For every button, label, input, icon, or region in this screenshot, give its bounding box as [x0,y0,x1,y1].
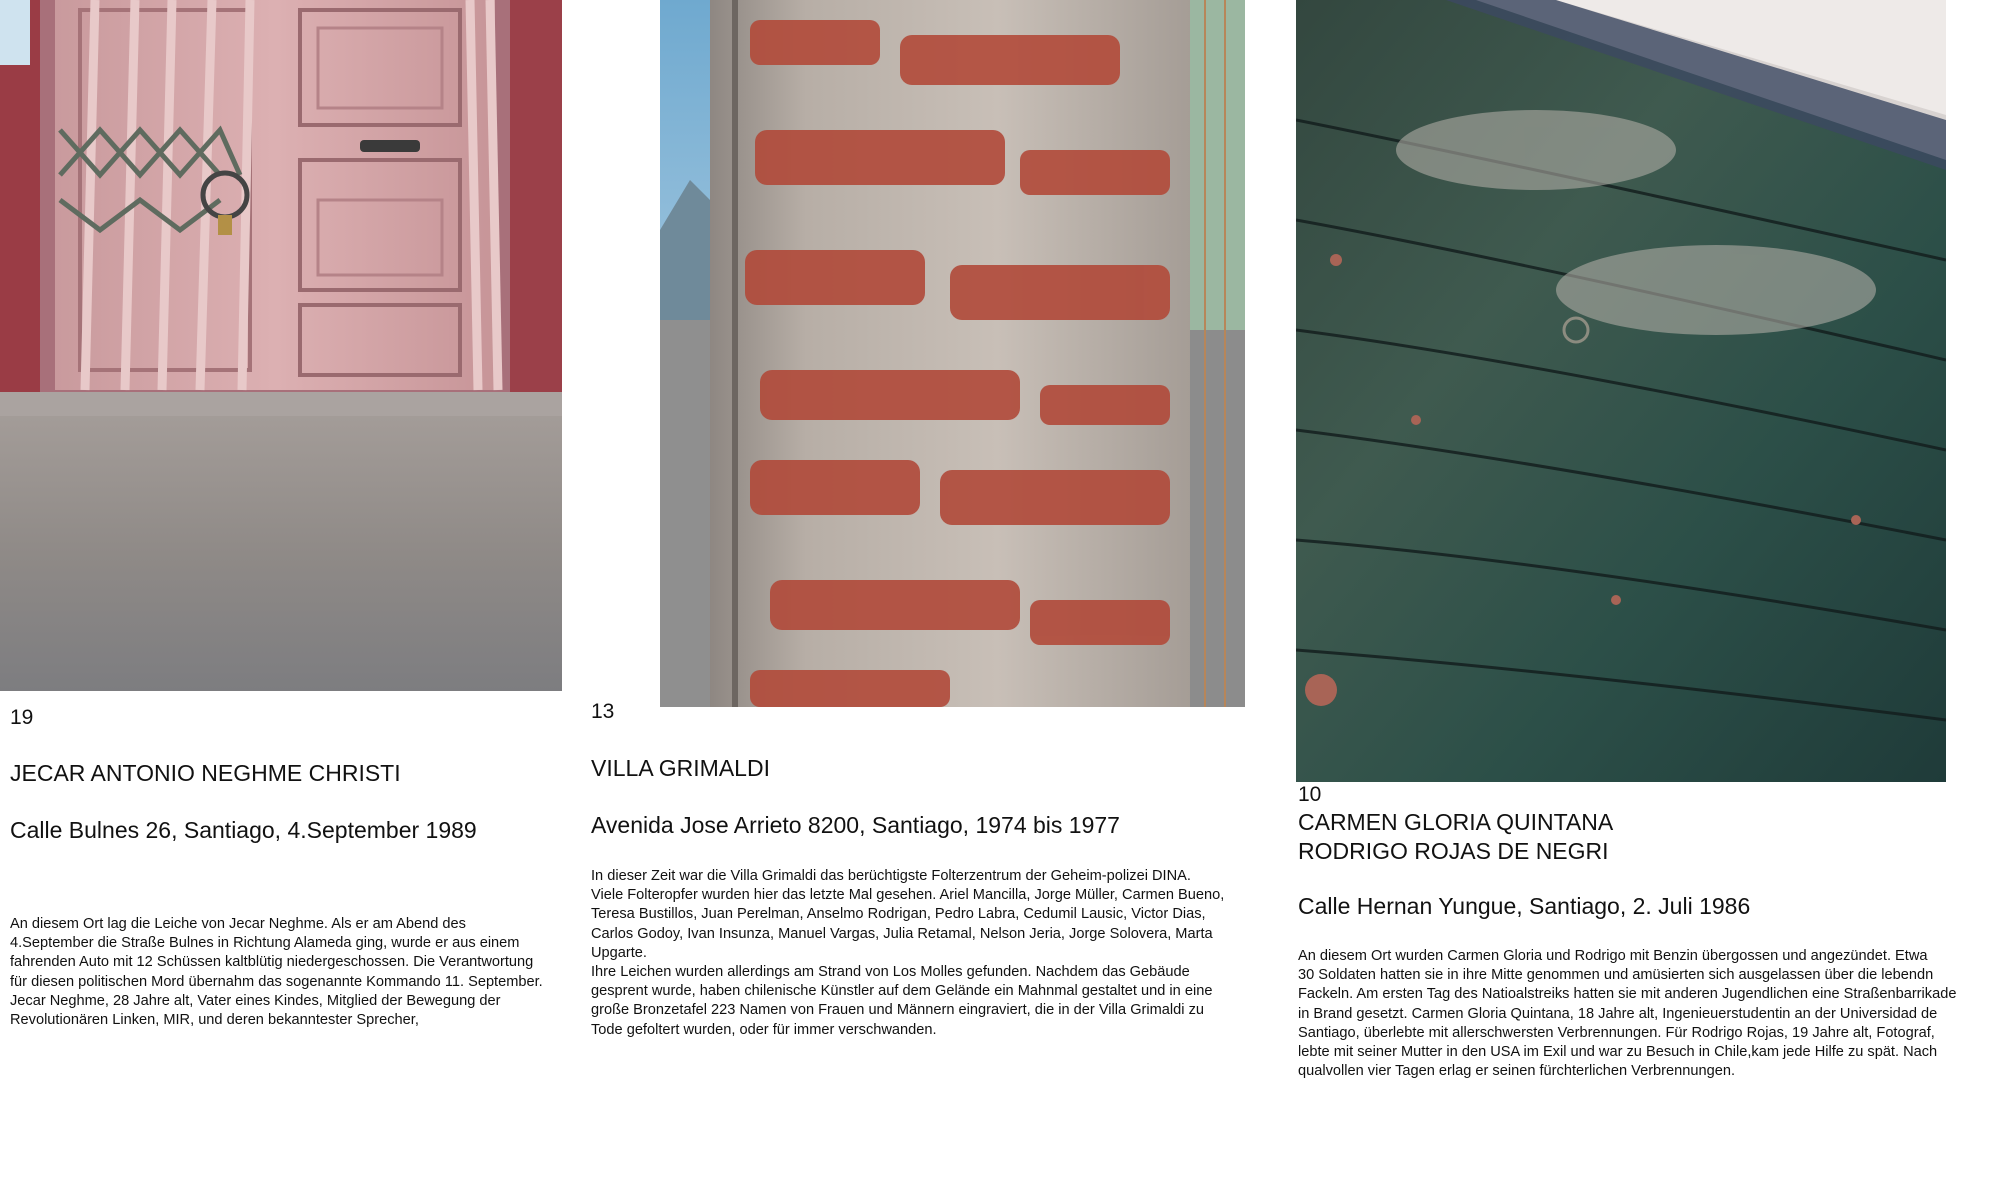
item-description: An diesem Ort wurden Carmen Gloria und Rodrigo mit Benzin übergossen und angezündet. Etwa 30 Soldaten hatten sie in ihre Mitte genommen und amüsierten sich ausgelassen über die lebendn Fackeln. Am ersten Tag des Natioalstreiks hatten sie mit anderen Jugendlichen eine Straßenbarrikade in Brand gesetzt. Carmen Gloria Quintana, 18 Jahre alt, Ingenieuerstudentin an der Universidad de Santiago, überlebte mit allerschwersten Verbrennungen. Für Rodrigo Rojas, 19 Jahre alt, Fotograf, lebte mit seiner Mutter in den USA im Exil und war zu Besuch in Chile,kam jede Hilfe zu spät. Nach qualvollen vier Tagen erlag er seinen fürchterlichen Verbrennungen. [1298,948,1957,1080]
item-description: An diesem Ort lag die Leiche von Jecar Neghme. Als er am Abend des 4.September die Straße Bulnes in Richtung Alameda ging, wurde er aus einem fahrenden Auto mit 12 Schüssen kaltblütig niedergeschossen. Die Verantwortung für diesen politischen Mord übernahm das sogenannte Kommando 11. September. Jecar Neghme, 28 Jahre alt, Vater eines Kindes, Mitglied der Bewegung der Revolutionären Linken, MIR, und deren bekanntester Sprecher, [10,916,543,1029]
item-address: Calle Hernan Yungue, Santiago, 2. Juli 1986 [1298,893,1751,919]
item-title-line: VILLA GRIMALDI [591,755,770,781]
item-number: 13 [591,700,615,723]
item-title [1298,808,1613,866]
photo-green-wood [1296,0,1946,782]
item-number: 10 [1298,783,1322,806]
item-title-line: JECAR ANTONIO NEGHME CHRISTI [10,760,401,786]
item-title [10,759,401,788]
item-title-line: RODRIGO ROJAS DE NEGRI [1298,838,1609,864]
item-title-line: CARMEN GLORIA QUINTANA [1298,809,1614,835]
item-address: Avenida Jose Arrieto 8200, Santiago, 1974 bis 1977 [591,812,1120,838]
photo-brick-column [660,0,1245,707]
item-title [591,754,770,783]
item-number: 19 [10,706,34,729]
item-description: In dieser Zeit war die Villa Grimaldi das berüchtigste Folterzentrum der Geheim-polizei DINA. Viele Folteropfer wurden hier das letzte Mal gesehen. Ariel Mancilla, Jorge Müller, Carmen Bueno, Teresa Bustillos, Juan Perelman, Anselmo Rodrigan, Pedro Labra, Cedumil Lausic, Victor Dias, Carlos Godoy, Ivan Insunza, Manuel Vargas, Julia Retamal, Nelson Jeria, Jorge Solovera, Marta Upgarte. Ihre Leichen wurden allerdings am Strand von Los Molles gefunden. Nachdem das Gebäude gesprent wurde, haben chilenische Künstler auf dem Gelände ein Mahnmal gestaltet und in eine große Bronzetafel 223 Namen von Frauen und Männern eingraviert, die in der Villa Grimaldi zu Tode gefoltert wurden, oder für immer verschwanden. [591,868,1225,1038]
item-address: Calle Bulnes 26, Santiago, 4.September 1989 [10,817,477,843]
photo-door [0,0,562,691]
